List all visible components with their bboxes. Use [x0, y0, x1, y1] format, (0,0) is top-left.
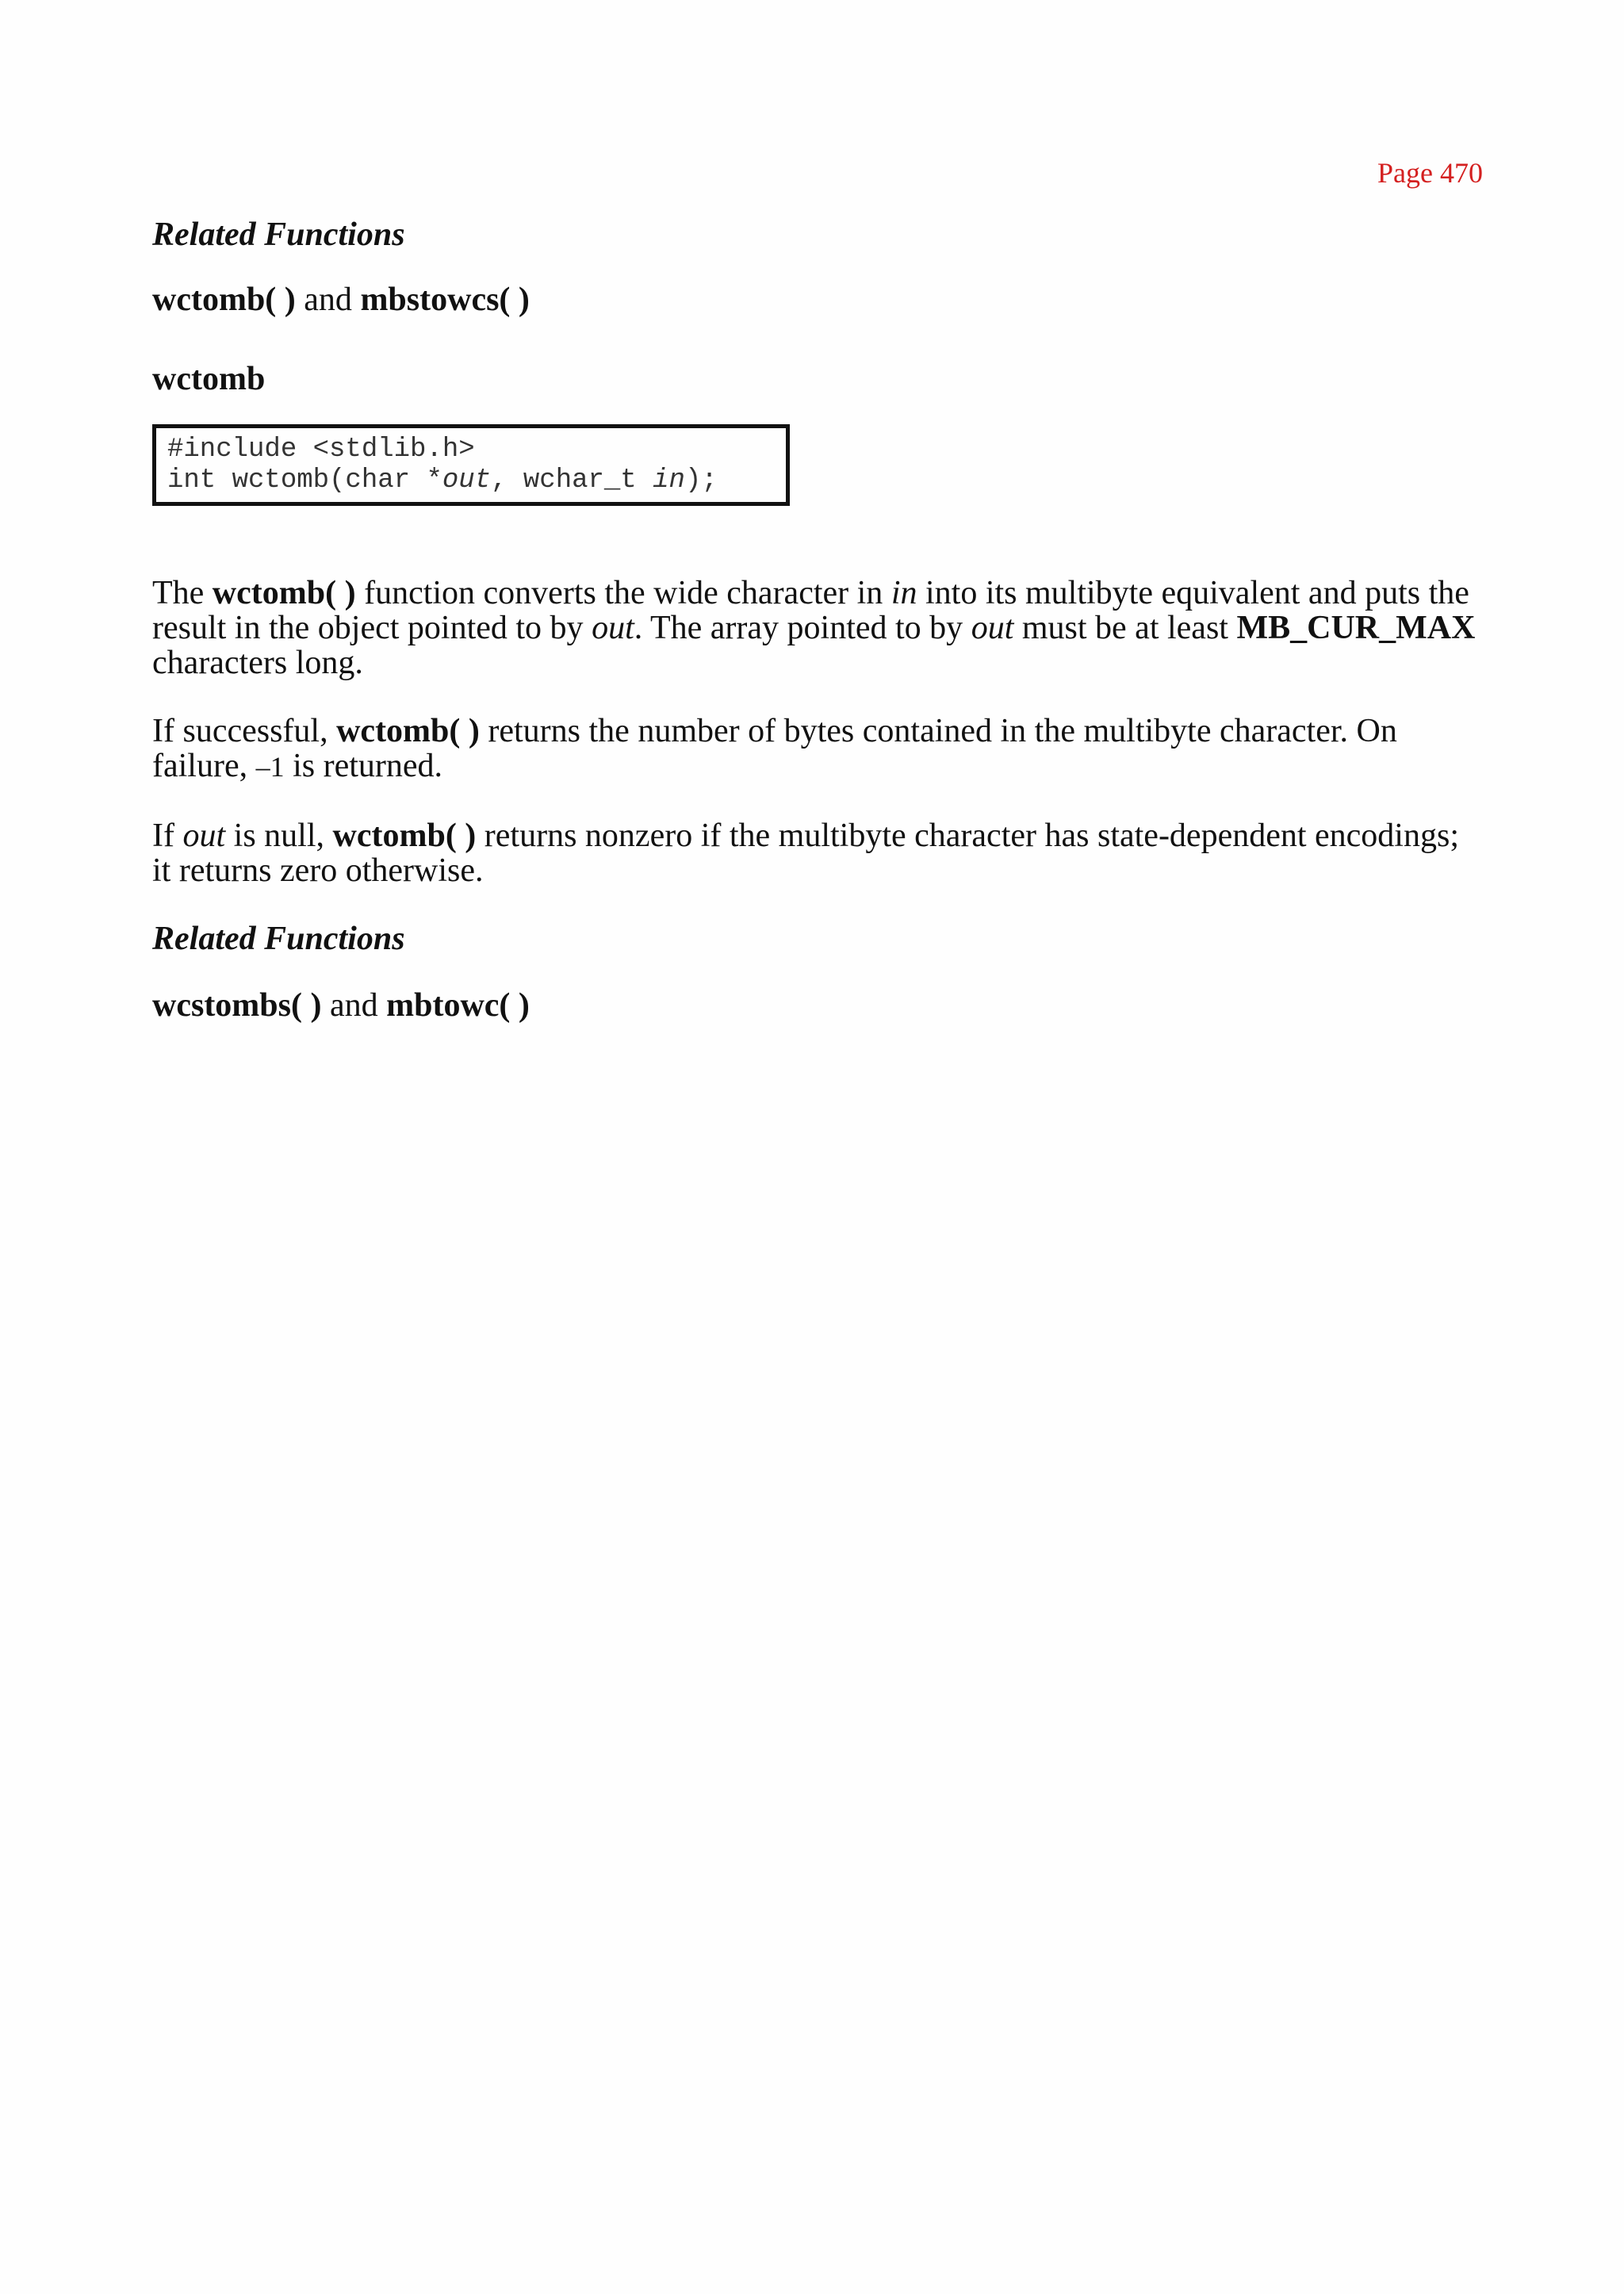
function-ref-mbtowc: mbtowc( ) [386, 987, 530, 1024]
null-pointer-paragraph: If out is null, wctomb( ) returns nonzero if the multibyte character has state-dependent encodings; it returns zero otherwise. [152, 818, 1459, 889]
related-functions-list [152, 282, 1484, 317]
page-number: Page 470 [1377, 157, 1483, 189]
code-synopsis-box [152, 424, 790, 506]
function-ref-wctomb: wctomb( ) [152, 281, 296, 318]
function-ref-wcstombs: wcstombs( ) [152, 987, 322, 1024]
related-functions-list-2 [152, 988, 1484, 1023]
function-heading-wctomb: wctomb [152, 361, 266, 397]
conjunction: and [295, 281, 361, 318]
related-functions-heading-2: Related Functions [152, 921, 405, 957]
description-paragraph: The wctomb( ) function converts the wide character in in into its multibyte equivalent and puts the result in the object pointed to by out. The array pointed to by out must be at least MB_CUR_MAX characters long. [152, 575, 1476, 681]
function-ref-mbstowcs: mbstowcs( ) [360, 281, 530, 318]
code-line-include: #include <stdlib.h> [167, 435, 475, 465]
conjunction: and [321, 987, 387, 1024]
return-value-paragraph: If successful, wctomb( ) returns the number of bytes contained in the multibyte character. On failure, –1 is returned. [152, 713, 1397, 784]
related-functions-heading: Related Functions [152, 216, 405, 253]
code-line-prototype: int wctomb(char *out, wchar_t in); [167, 465, 718, 496]
